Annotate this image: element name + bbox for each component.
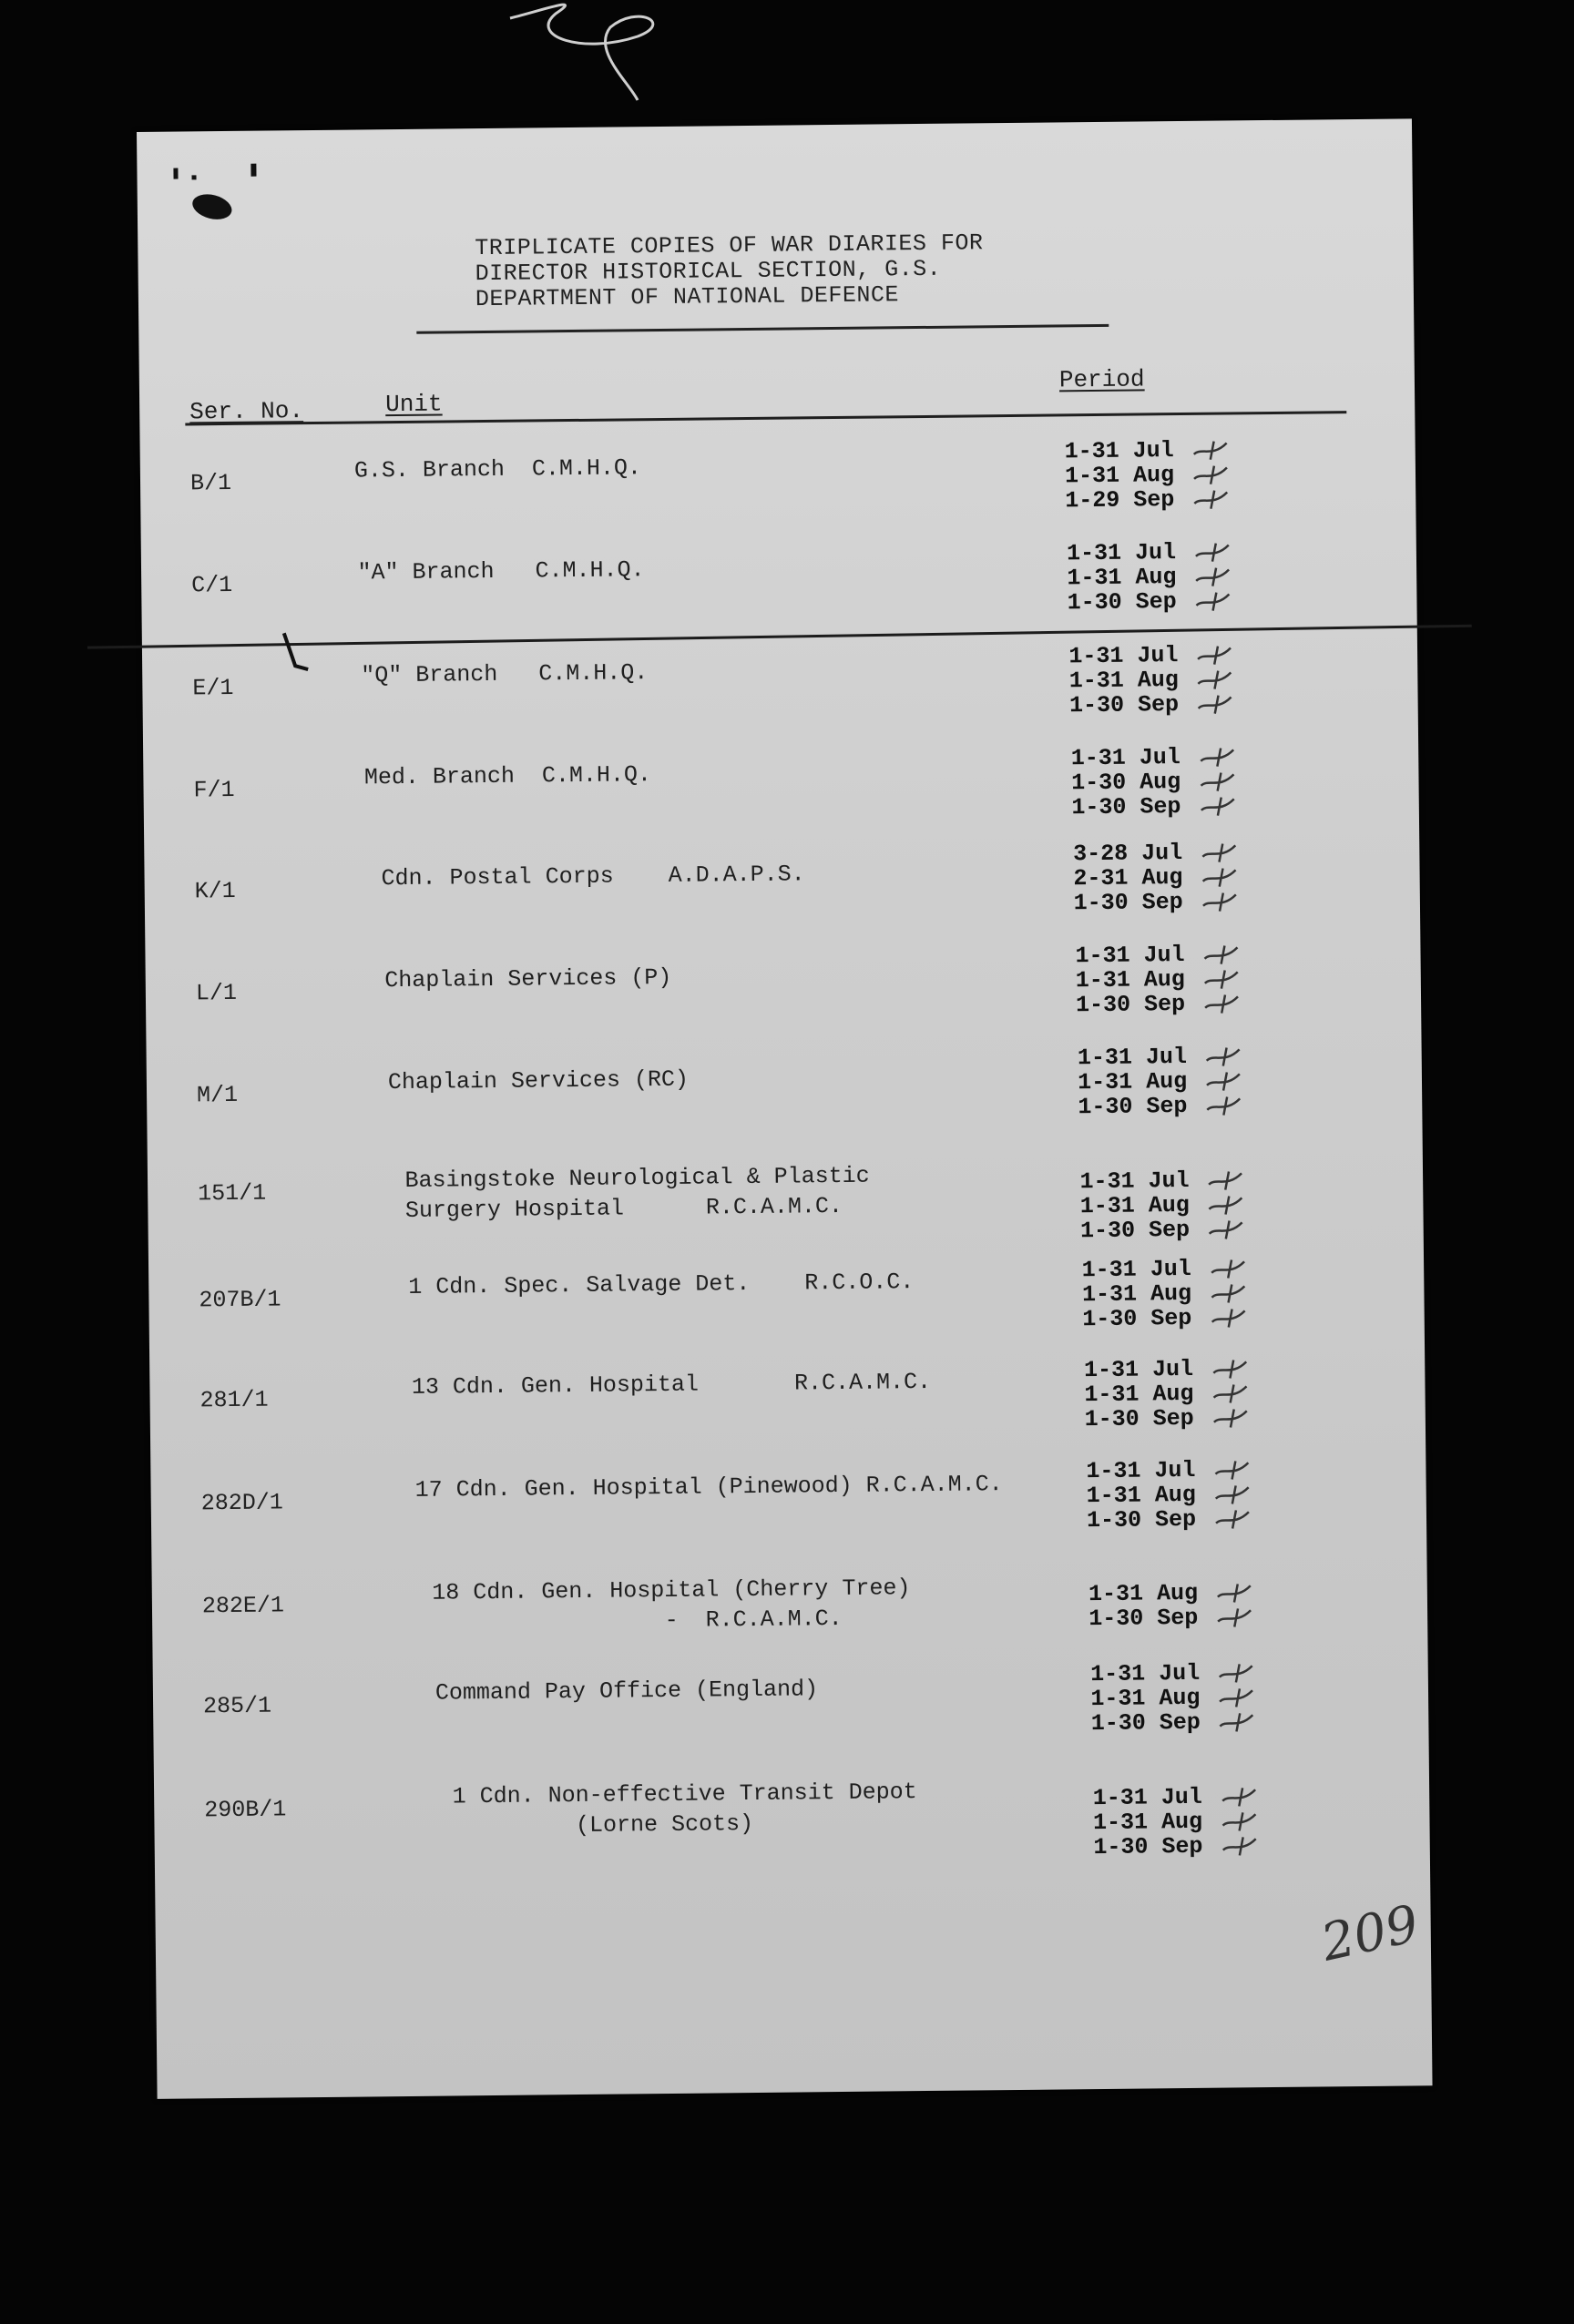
table-row bbox=[153, 1659, 1429, 1774]
period-entry bbox=[1078, 1045, 1187, 1070]
serial-number: 281/1 bbox=[199, 1386, 269, 1414]
period-text: 1-30 Sep bbox=[1075, 990, 1186, 1019]
serial-number: 151/1 bbox=[198, 1179, 267, 1208]
check-tick-icon bbox=[1211, 1358, 1248, 1380]
check-tick-icon bbox=[1195, 590, 1232, 612]
period-entry bbox=[1082, 1306, 1191, 1331]
period-entry bbox=[1078, 1069, 1187, 1095]
header-line: DEPARTMENT OF NATIONAL DEFENCE bbox=[475, 281, 900, 313]
table-row bbox=[152, 1569, 1428, 1674]
period-list bbox=[1090, 1661, 1201, 1736]
header-line: DIRECTOR HISTORICAL SECTION, G.S. bbox=[475, 255, 942, 288]
period-text: 1-31 Jul bbox=[1081, 1255, 1191, 1284]
period-text: 1-31 Aug bbox=[1079, 1191, 1190, 1220]
unit-name bbox=[384, 1367, 931, 1402]
table-row bbox=[148, 1255, 1425, 1368]
period-text: 1-31 Jul bbox=[1086, 1456, 1196, 1485]
period-list bbox=[1073, 841, 1183, 915]
unit-line: Basingstoke Neurological & Plastic bbox=[377, 1162, 870, 1195]
check-tick-icon bbox=[1216, 1582, 1252, 1604]
unit-line: 18 Cdn. Gen. Hospital (Cherry Tree) bbox=[391, 1575, 911, 1607]
period-text: 1-29 Sep bbox=[1065, 486, 1175, 515]
period-entry bbox=[1065, 463, 1174, 488]
unit-name bbox=[377, 1161, 870, 1227]
unit-line: 1 Cdn. Non-effective Transit Depot bbox=[397, 1779, 917, 1811]
period-entry bbox=[1065, 438, 1174, 464]
period-entry bbox=[1065, 487, 1174, 513]
period-list bbox=[1082, 1257, 1192, 1331]
serial-number: M/1 bbox=[196, 1081, 239, 1109]
period-text: 1-30 Sep bbox=[1067, 588, 1177, 617]
period-list bbox=[1079, 1168, 1190, 1243]
check-tick-icon bbox=[1211, 1382, 1248, 1404]
table-row bbox=[140, 437, 1416, 551]
period-text: 1-30 Sep bbox=[1078, 1092, 1188, 1121]
check-tick-icon bbox=[1192, 488, 1229, 510]
period-text: 1-31 Jul bbox=[1077, 1043, 1188, 1072]
period-text: 1-31 Jul bbox=[1083, 1355, 1194, 1384]
unit-name bbox=[387, 1469, 1002, 1505]
period-list bbox=[1078, 1045, 1188, 1119]
period-text: 1-31 Jul bbox=[1070, 744, 1181, 772]
serial-number: 207B/1 bbox=[199, 1286, 281, 1314]
period-list bbox=[1093, 1785, 1203, 1860]
check-tick-icon bbox=[1199, 746, 1235, 768]
unit-line: Chaplain Services (RC) bbox=[373, 1065, 690, 1096]
unit-line: Chaplain Services (P) bbox=[371, 963, 672, 994]
period-entry bbox=[1082, 1281, 1191, 1307]
unit-name bbox=[357, 555, 644, 587]
table-row bbox=[150, 1456, 1426, 1571]
period-text: 1-31 Jul bbox=[1068, 642, 1179, 670]
check-tick-icon bbox=[1199, 795, 1235, 817]
unit-line: (Lorne Scots) bbox=[397, 1810, 754, 1841]
period-entry bbox=[1084, 1381, 1193, 1407]
period-text: 1-31 Aug bbox=[1067, 564, 1177, 592]
period-text: 2-31 Aug bbox=[1073, 864, 1183, 892]
period-list bbox=[1084, 1357, 1194, 1432]
table-row bbox=[146, 942, 1422, 1061]
check-tick-icon bbox=[1221, 1810, 1257, 1832]
period-list bbox=[1068, 643, 1179, 718]
column-rule bbox=[185, 411, 1346, 425]
unit-line: - R.C.A.M.C. bbox=[391, 1605, 843, 1637]
check-tick-icon bbox=[1205, 1095, 1242, 1116]
check-tick-icon bbox=[1197, 668, 1233, 690]
unit-line: 13 Cdn. Gen. Hospital R.C.A.M.C. bbox=[383, 1368, 932, 1402]
check-tick-icon bbox=[1218, 1662, 1254, 1684]
period-entry bbox=[1068, 643, 1178, 668]
serial-number: K/1 bbox=[194, 877, 236, 905]
period-text: 1-31 Aug bbox=[1084, 1380, 1194, 1409]
check-tick-icon bbox=[1214, 1483, 1251, 1505]
serial-number: L/1 bbox=[195, 979, 238, 1007]
period-entry bbox=[1069, 692, 1179, 718]
check-tick-icon bbox=[1194, 541, 1231, 563]
check-tick-icon bbox=[1216, 1606, 1252, 1628]
unit-name bbox=[371, 963, 671, 995]
document-header bbox=[475, 230, 984, 312]
period-list bbox=[1089, 1581, 1199, 1631]
check-tick-icon bbox=[1210, 1307, 1246, 1329]
unit-name bbox=[397, 1777, 917, 1842]
period-list bbox=[1075, 943, 1185, 1017]
check-tick-icon bbox=[1203, 968, 1240, 990]
unit-name bbox=[364, 759, 651, 792]
unit-name bbox=[391, 1573, 911, 1638]
unit-name bbox=[361, 657, 648, 690]
period-entry bbox=[1090, 1661, 1200, 1687]
check-tick-icon bbox=[1213, 1459, 1250, 1481]
punch-marks bbox=[164, 158, 273, 186]
binding-string bbox=[0, 0, 1574, 127]
period-entry bbox=[1073, 841, 1182, 866]
period-text: 1-31 Jul bbox=[1064, 437, 1174, 465]
period-list bbox=[1065, 438, 1175, 513]
unit-name bbox=[374, 1065, 689, 1098]
period-text: 1-31 Jul bbox=[1075, 942, 1185, 970]
period-entry bbox=[1093, 1809, 1202, 1835]
check-tick-icon bbox=[1201, 866, 1237, 888]
check-tick-icon bbox=[1192, 464, 1229, 485]
column-header-unit: Unit bbox=[384, 390, 443, 419]
table-row bbox=[148, 1157, 1424, 1261]
column-header-period: Period bbox=[1058, 365, 1145, 394]
period-entry bbox=[1075, 943, 1184, 968]
unit-name bbox=[394, 1674, 818, 1708]
period-text: 1-30 Sep bbox=[1079, 1216, 1191, 1245]
check-tick-icon bbox=[1199, 770, 1235, 792]
serial-number: 290B/1 bbox=[204, 1796, 287, 1824]
serial-number: 282D/1 bbox=[200, 1489, 283, 1517]
check-tick-icon bbox=[1210, 1282, 1246, 1304]
period-text: 1-30 Sep bbox=[1093, 1832, 1203, 1861]
check-tick-icon bbox=[1221, 1786, 1257, 1808]
check-tick-icon bbox=[1218, 1687, 1254, 1708]
period-entry bbox=[1067, 565, 1176, 590]
table-row bbox=[149, 1355, 1426, 1468]
period-text: 1-31 Jul bbox=[1079, 1167, 1190, 1196]
unit-name bbox=[354, 453, 641, 485]
period-entry bbox=[1071, 794, 1180, 820]
serial-number: 282E/1 bbox=[201, 1592, 285, 1620]
serial-number: E/1 bbox=[192, 674, 234, 702]
check-mark bbox=[277, 629, 314, 675]
unit-line: Surgery Hospital R.C.A.M.C. bbox=[377, 1192, 843, 1225]
check-tick-icon bbox=[1208, 1194, 1244, 1216]
check-tick-icon bbox=[1194, 566, 1231, 587]
period-text: 1-30 Sep bbox=[1090, 1708, 1201, 1738]
period-entry bbox=[1074, 890, 1183, 915]
header-rule bbox=[416, 324, 1109, 334]
document-page bbox=[137, 118, 1433, 2099]
period-entry bbox=[1087, 1507, 1196, 1533]
period-entry bbox=[1089, 1581, 1198, 1606]
unit-line: G.S. Branch C.M.H.Q. bbox=[353, 454, 642, 484]
period-text: 1-31 Aug bbox=[1081, 1279, 1192, 1309]
header-line: TRIPLICATE COPIES OF WAR DIARIES FOR bbox=[475, 229, 984, 262]
period-text: 1-30 Aug bbox=[1070, 769, 1181, 797]
period-text: 1-31 Aug bbox=[1068, 667, 1179, 695]
period-text: 1-31 Jul bbox=[1066, 539, 1177, 567]
unit-name bbox=[367, 859, 804, 893]
unit-line: Med. Branch C.M.H.Q. bbox=[363, 761, 652, 791]
unit-line: Cdn. Postal Corps A.D.A.P.S. bbox=[367, 861, 805, 892]
unit-line: "A" Branch C.M.H.Q. bbox=[357, 556, 645, 586]
unit-line: Command Pay Office (England) bbox=[394, 1676, 819, 1707]
period-text: 1-30 Sep bbox=[1082, 1304, 1192, 1333]
period-text: 1-31 Jul bbox=[1090, 1659, 1201, 1688]
serial-number: 285/1 bbox=[202, 1692, 272, 1720]
check-tick-icon bbox=[1208, 1218, 1244, 1240]
period-text: 1-31 Jul bbox=[1092, 1783, 1202, 1812]
period-entry bbox=[1069, 668, 1179, 693]
check-tick-icon bbox=[1219, 1711, 1255, 1733]
unit-line: "Q" Branch C.M.H.Q. bbox=[361, 659, 649, 689]
period-text: 1-30 Sep bbox=[1084, 1404, 1194, 1433]
check-tick-icon bbox=[1212, 1407, 1249, 1429]
period-entry bbox=[1085, 1406, 1194, 1432]
unit-line: 1 Cdn. Spec. Salvage Det. R.C.O.C. bbox=[381, 1269, 915, 1301]
table-row bbox=[144, 840, 1420, 959]
period-entry bbox=[1093, 1785, 1202, 1810]
unit-name bbox=[381, 1267, 914, 1302]
period-entry bbox=[1071, 745, 1180, 770]
period-text: 1-30 Sep bbox=[1073, 889, 1183, 917]
period-text: 1-30 Sep bbox=[1068, 691, 1180, 719]
period-list bbox=[1071, 745, 1181, 820]
period-entry bbox=[1076, 967, 1185, 993]
period-text: 1-30 Sep bbox=[1089, 1604, 1199, 1633]
column-header-ser: Ser. No. bbox=[189, 397, 304, 426]
period-entry bbox=[1073, 865, 1182, 891]
check-tick-icon bbox=[1192, 439, 1229, 461]
period-text: 1-31 Aug bbox=[1064, 462, 1175, 490]
check-tick-icon bbox=[1205, 1070, 1242, 1092]
period-list bbox=[1067, 540, 1177, 615]
unit-line: 17 Cdn. Gen. Hospital (Pinewood) R.C.A.M.C. bbox=[387, 1471, 1003, 1504]
period-entry bbox=[1079, 1168, 1189, 1194]
table-row bbox=[147, 1043, 1423, 1163]
serial-number: F/1 bbox=[193, 776, 235, 804]
table-row bbox=[154, 1773, 1430, 1878]
serial-number: C/1 bbox=[191, 571, 233, 599]
period-text: 1-31 Aug bbox=[1075, 966, 1185, 994]
period-entry bbox=[1076, 992, 1185, 1017]
check-tick-icon bbox=[1214, 1508, 1251, 1530]
check-tick-icon bbox=[1210, 1258, 1246, 1279]
period-entry bbox=[1084, 1357, 1193, 1382]
period-entry bbox=[1091, 1710, 1201, 1736]
handwritten-page-number: 209 bbox=[1315, 1894, 1425, 1973]
period-entry bbox=[1093, 1834, 1202, 1860]
period-entry bbox=[1086, 1458, 1195, 1483]
period-entry bbox=[1089, 1605, 1198, 1631]
check-tick-icon bbox=[1221, 1835, 1257, 1857]
period-text: 1-30 Sep bbox=[1086, 1505, 1197, 1534]
serial-number: B/1 bbox=[189, 469, 232, 497]
period-text: 1-31 Aug bbox=[1090, 1684, 1201, 1713]
check-tick-icon bbox=[1203, 993, 1240, 1014]
period-list bbox=[1086, 1458, 1196, 1533]
table-row bbox=[142, 642, 1418, 756]
period-entry bbox=[1067, 540, 1176, 566]
period-entry bbox=[1090, 1686, 1200, 1711]
period-entry bbox=[1080, 1218, 1190, 1243]
period-entry bbox=[1078, 1094, 1187, 1119]
period-text: 1-31 Aug bbox=[1092, 1808, 1203, 1837]
check-tick-icon bbox=[1201, 891, 1238, 912]
period-text: 3-28 Jul bbox=[1073, 840, 1183, 868]
period-entry bbox=[1087, 1483, 1196, 1508]
table-row bbox=[143, 744, 1419, 858]
period-text: 1-31 Aug bbox=[1078, 1067, 1188, 1096]
check-tick-icon bbox=[1207, 1169, 1243, 1191]
period-entry bbox=[1068, 589, 1177, 615]
period-text: 1-31 Aug bbox=[1088, 1579, 1199, 1608]
period-entry bbox=[1082, 1257, 1191, 1282]
ink-blot bbox=[189, 190, 234, 223]
check-tick-icon bbox=[1196, 644, 1232, 666]
period-text: 1-31 Aug bbox=[1086, 1481, 1196, 1510]
check-tick-icon bbox=[1197, 693, 1233, 715]
period-entry bbox=[1071, 770, 1180, 795]
period-text: 1-30 Sep bbox=[1071, 793, 1181, 821]
period-entry bbox=[1080, 1193, 1190, 1218]
